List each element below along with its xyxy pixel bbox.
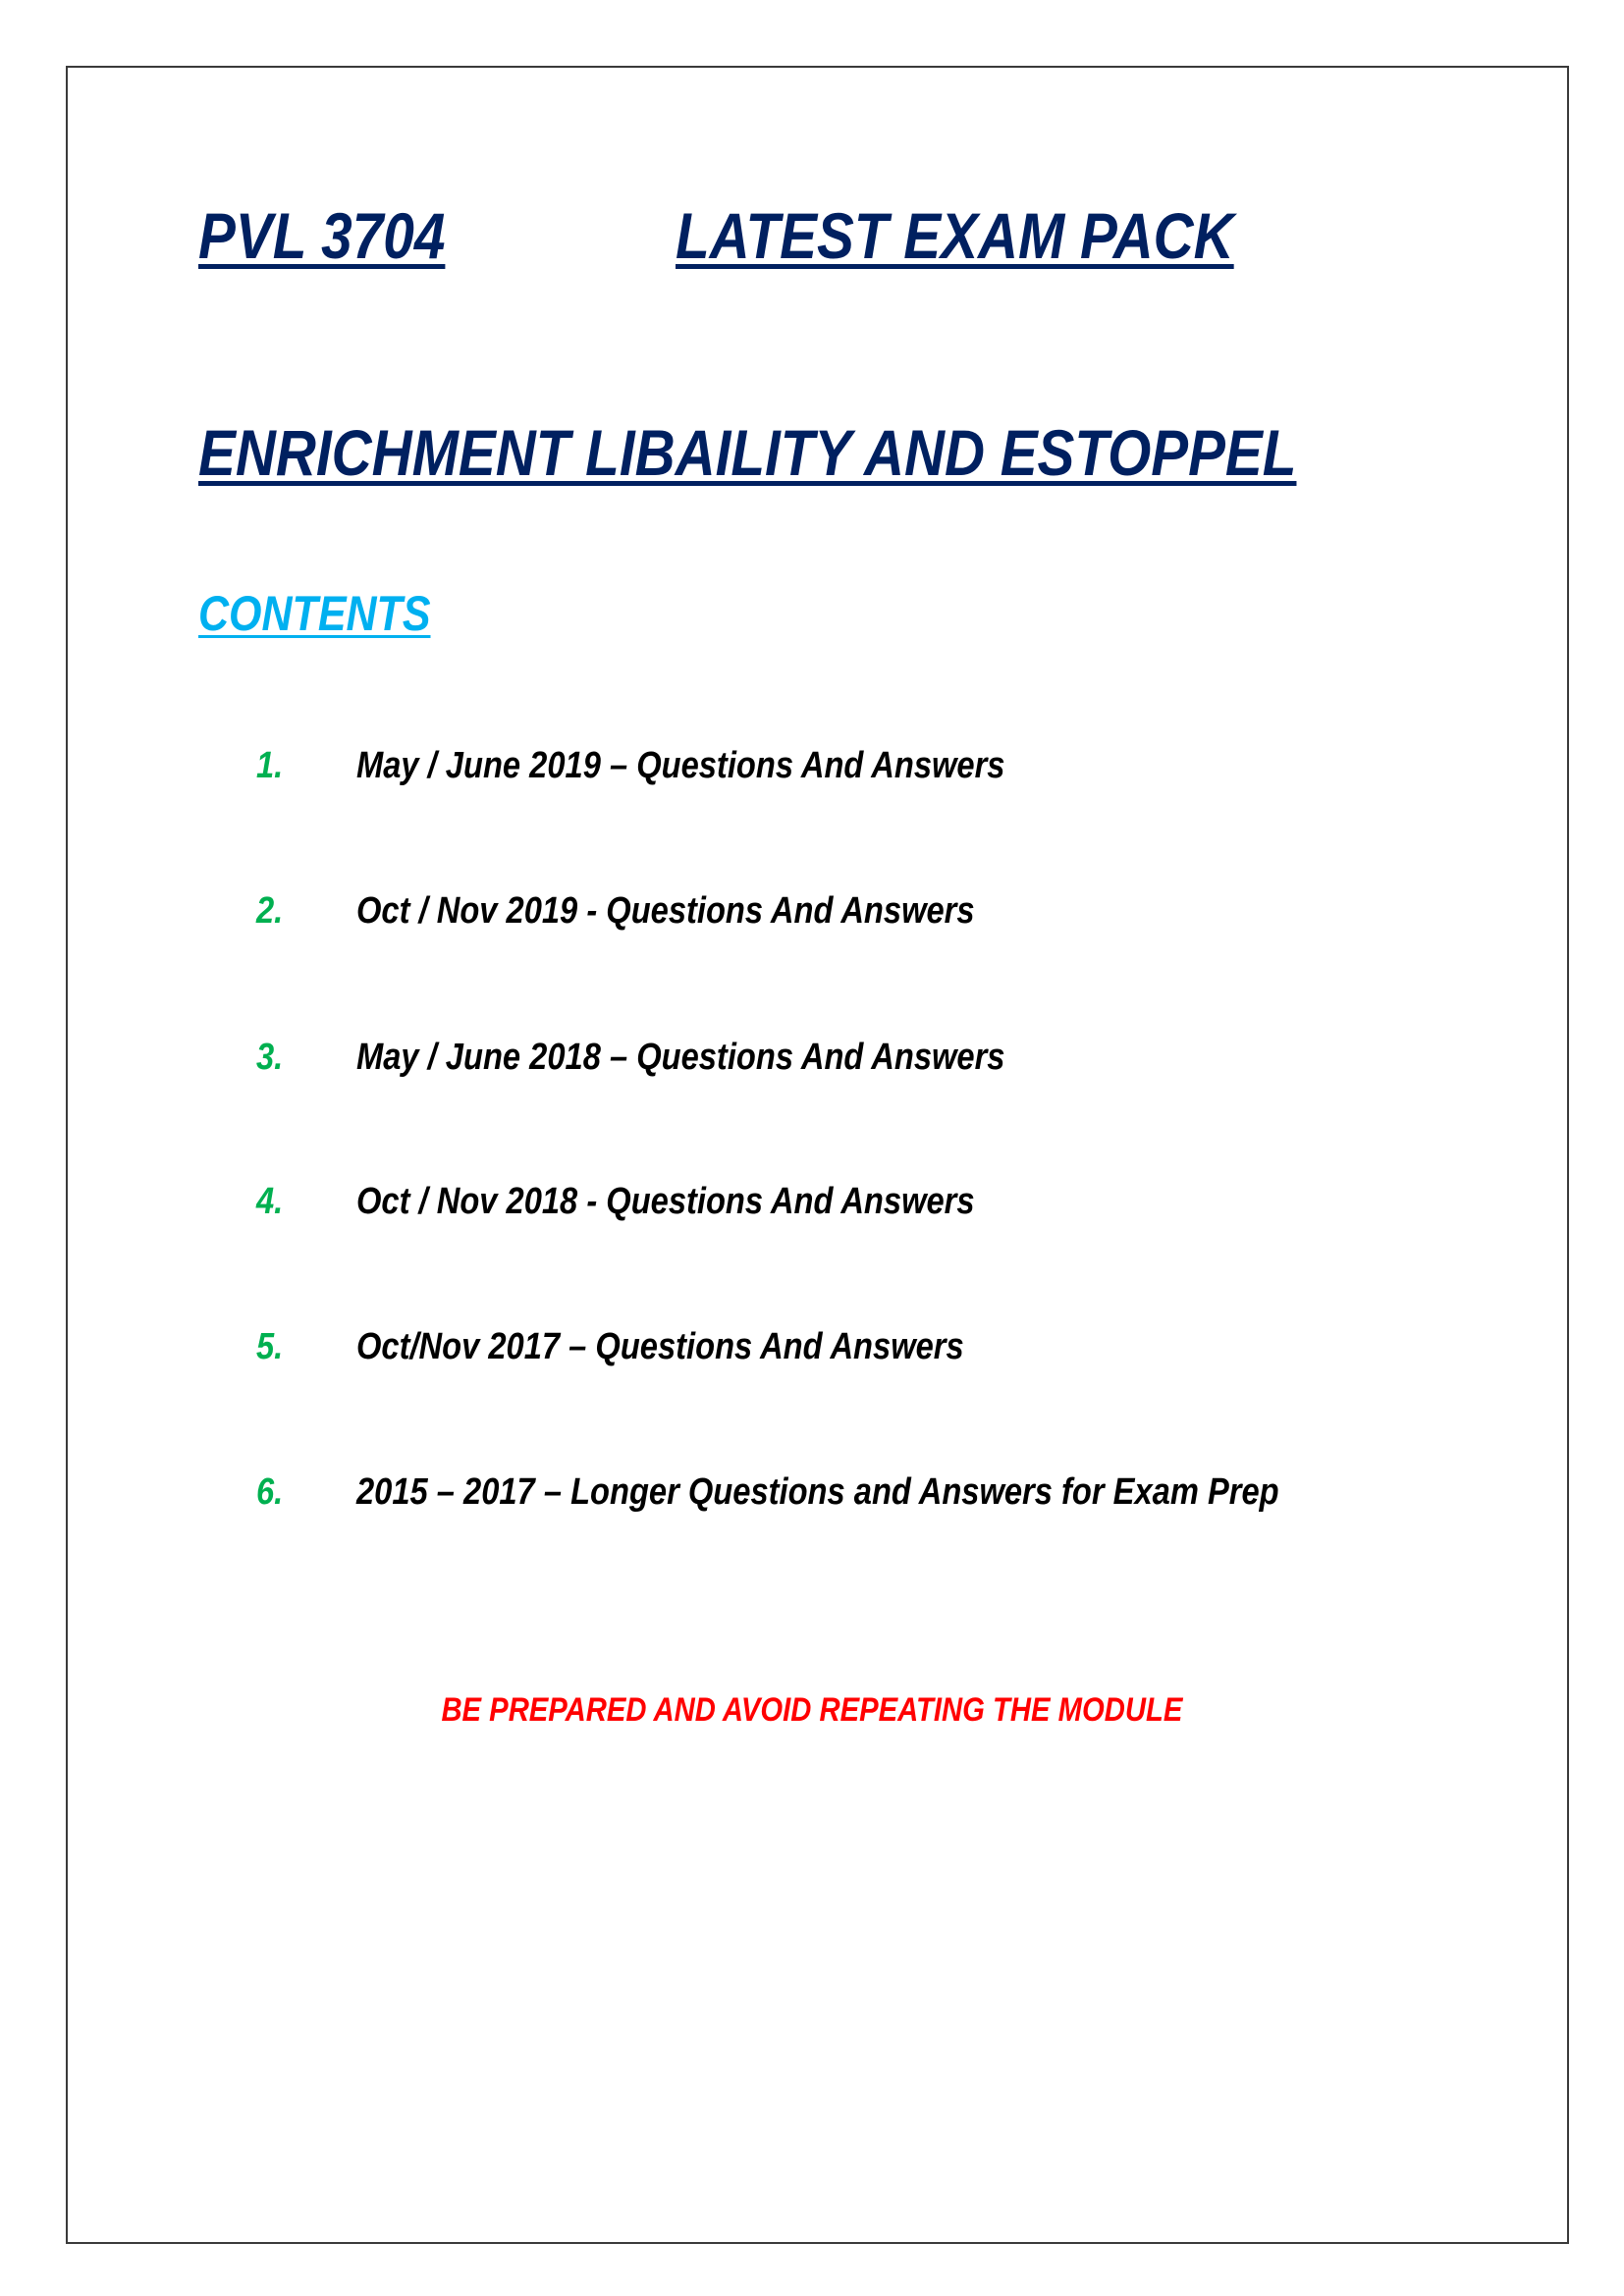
subtitle: ENRICHMENT LIBAILITY AND ESTOPPEL: [198, 416, 1297, 489]
list-item-number: 1.: [256, 745, 284, 786]
contents-heading: CONTENTS: [198, 586, 431, 641]
list-item: 2015 – 2017 – Longer Questions and Answers for Exam Prep: [356, 1471, 1279, 1513]
list-item: Oct / Nov 2019 - Questions And Answers: [356, 890, 975, 932]
course-code: PVL 3704: [198, 199, 446, 272]
page-border: [66, 66, 1569, 2244]
list-item-number: 4.: [256, 1181, 284, 1222]
footer-note-line: [0, 1693, 1624, 1727]
list-item: May / June 2018 – Questions And Answers: [356, 1037, 1005, 1078]
list-item-number: 5.: [256, 1326, 284, 1367]
list-item: Oct / Nov 2018 - Questions And Answers: [356, 1181, 975, 1222]
list-item-number: 3.: [256, 1037, 284, 1078]
list-item-number: 2.: [256, 890, 284, 932]
list-item-number: 6.: [256, 1471, 284, 1513]
list-item: Oct/Nov 2017 – Questions And Answers: [356, 1326, 964, 1367]
pack-title: LATEST EXAM PACK: [676, 199, 1234, 272]
footer-note: BE PREPARED AND AVOID REPEATING THE MODULE: [441, 1691, 1183, 1729]
list-item: May / June 2019 – Questions And Answers: [356, 745, 1005, 786]
